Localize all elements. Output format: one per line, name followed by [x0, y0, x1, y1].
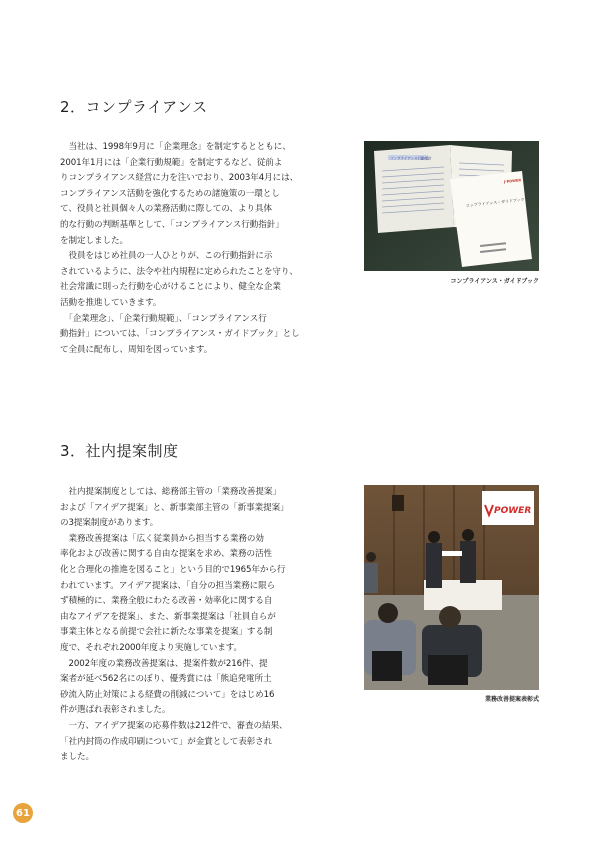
text-line: 的な行動の判断基準として、「コンプライアンス行動指針」	[60, 219, 284, 230]
text-line: 化と合理化の推進を図ること」という目的で1965年から行	[60, 564, 286, 575]
text-line: 社会常識に則った行動を心がけることにより、健全な企業	[60, 282, 281, 293]
award-ceremony-photo	[364, 485, 539, 690]
suggestion-body-text	[60, 485, 289, 766]
text-line: りコンプライアンス経営に力を注いでおり、2003年4月には、	[60, 173, 299, 184]
ceremony-photo-caption: 業務改善提案表彰式	[484, 696, 539, 703]
doc-heading-text: コンプライアンス行動指針	[390, 156, 432, 161]
section-title-suggestion-system: 3．社内提案制度	[60, 442, 179, 460]
text-line: 「社内封筒の作成印刷について」が金賞として表彰され	[60, 736, 273, 747]
text-line: て全員に配布し、周知を図っています。	[60, 344, 213, 355]
text-line: 当社は、1998年9月に「企業理念」を制定するとともに、	[60, 142, 291, 152]
text-line: されているように、法令や社内規程に定められたことを守り、	[60, 266, 298, 277]
text-line: 2001年1月には「企業行動規範」を制定するなど、従前よ	[60, 157, 283, 168]
text-line: て、役員と社員個々人の業務活動に際しての、より具体	[60, 204, 272, 215]
text-line: 事業主体となる前提で会社に新たな事業を提案」する制	[60, 627, 273, 638]
guidebook-brand-text: J-POWER	[503, 178, 522, 184]
compliance-guidebook-photo	[364, 141, 539, 271]
text-line: の3提案制度があります。	[60, 518, 159, 529]
text-line: 動指針」については、「コンプライアンス・ガイドブック」とし	[60, 329, 300, 340]
text-line: コンプライアンス活動を強化するための諸施策の一環とし	[60, 188, 280, 199]
text-line: われています。アイデア提案は、「自分の担当業務に限ら	[60, 580, 276, 591]
text-line: 社内提案制度としては、総務部主管の「業務改善提案」	[60, 487, 281, 497]
text-line: 一方、アイデア提案の応募件数は212件で、審査の結果、	[60, 720, 288, 731]
guidebook-illustration	[364, 141, 539, 271]
section-title-compliance: 2．コンプライアンス	[60, 98, 208, 116]
text-line: を制定しました。	[60, 235, 128, 246]
text-line: 砂流入防止対策による経費の削減について」をはじめ16	[60, 689, 275, 700]
text-line: 由なアイデアを提案」、また、新事業提案は「社員自らが	[60, 611, 276, 622]
text-line: 業務改善提案は「広く従業員から担当する業務の効	[60, 533, 264, 544]
text-line: 率化および改善に関する自由な提案を求め、業務の活性	[60, 549, 273, 560]
text-line: 案者が延べ562名にのぼり、優秀賞には「熊追発電所土	[60, 674, 272, 685]
text-line: および「アイデア提案」と、新事業部主管の「新事業提案」	[60, 502, 289, 513]
text-line: ず積極的に、業務全般にわたる改善・効率化に関する自	[60, 596, 273, 607]
text-line: 件が選ばれ表彰されました。	[60, 705, 171, 716]
text-line: 活動を推進していきます。	[60, 297, 162, 308]
text-line: 「企業理念」、「企業行動規範」、「コンプライアンス行	[60, 313, 267, 324]
text-line: 度で、それぞれ2000年度より実施しています。	[60, 642, 242, 653]
ceremony-illustration	[364, 485, 539, 690]
compliance-photo-caption: コンプライアンス・ガイドブック	[450, 278, 539, 285]
text-line: 2002年度の業務改善提案は、提案件数が216件、提	[60, 658, 268, 669]
text-line: ました。	[60, 752, 94, 763]
text-line: 役員をはじめ社員の一人ひとりが、この行動指針に示	[60, 251, 273, 262]
guidebook-title-text: コンプライアンス・ガイドブック	[465, 196, 525, 208]
page-number-badge: 61	[13, 803, 33, 823]
banner-text: POWER	[494, 506, 532, 516]
compliance-body-text	[60, 140, 300, 358]
